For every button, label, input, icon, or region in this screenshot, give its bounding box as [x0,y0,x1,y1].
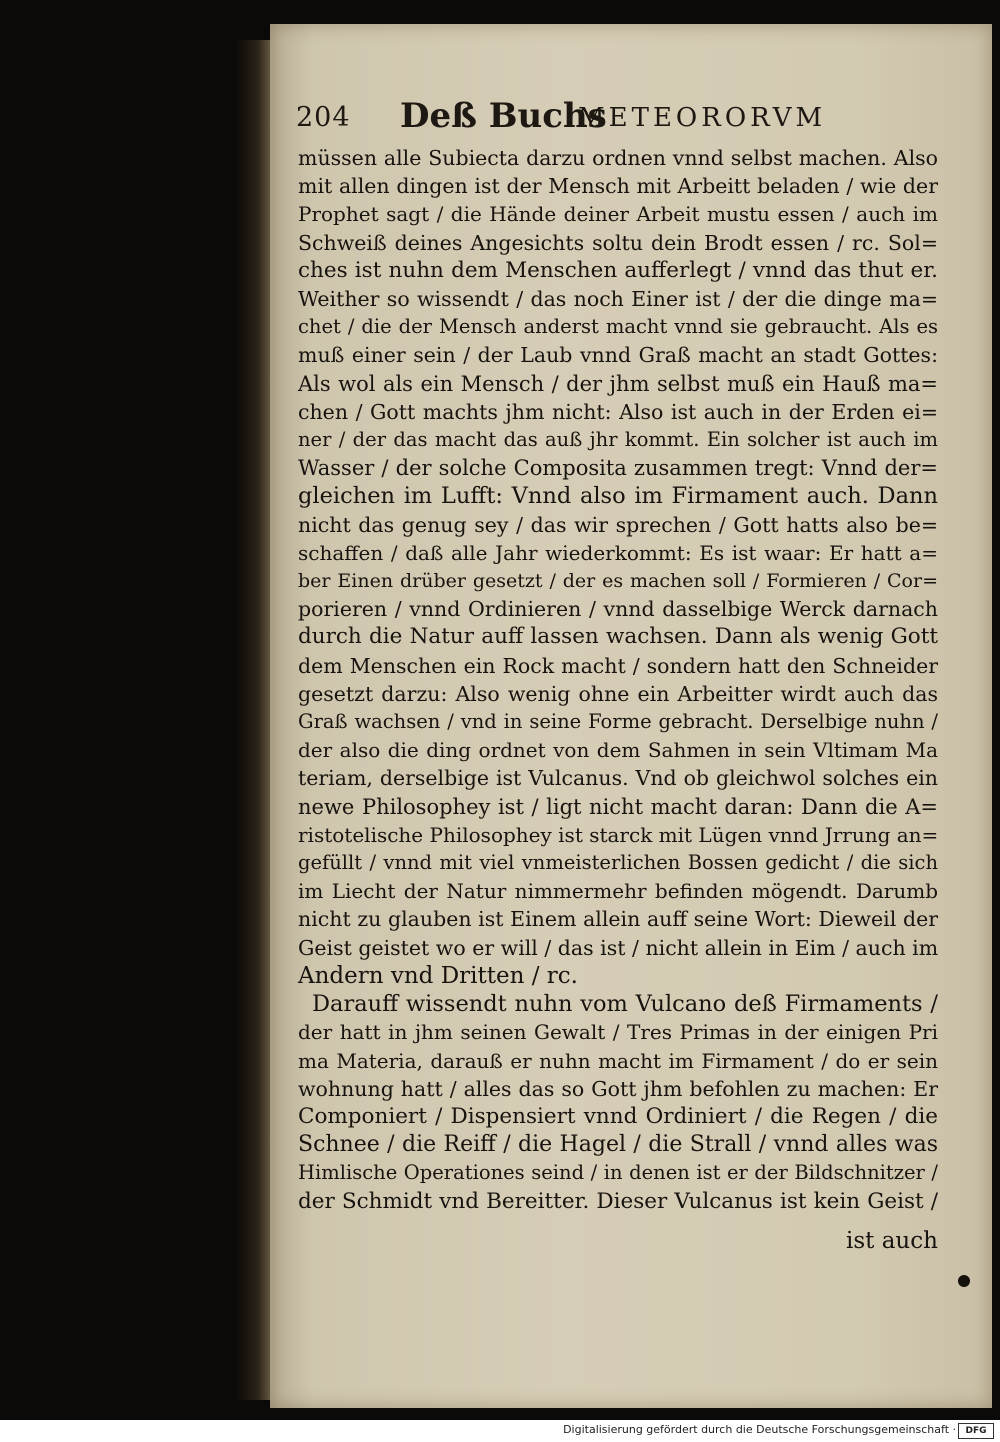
text-line: Als wol als ein Mensch / der jhm selbst muß ein Hauß ma= [298,371,938,396]
text-line: ches ist nuhn dem Menschen aufferlegt / vnnd das thut er. [298,257,938,283]
text-line: ma Materia, darauß er nuhn macht im Firmament / do er sein [298,1048,938,1073]
body-text [298,144,938,1216]
text-line: dem Menschen ein Rock macht / sondern hatt den Schneider [298,653,938,678]
text-line: nicht zu glauben ist Einem allein auff seine Wort: Dieweil der [298,907,938,932]
text-line: schaffen / daß alle Jahr wiederkommt: Es ist waar: Er hatt a= [298,540,938,565]
dfg-logo-icon: DFG [958,1423,994,1439]
text-line: Wasser / der solche Composita zusammen tregt: Vnnd der= [298,456,938,481]
text-line: gefüllt / vnnd mit viel vnmeisterlichen Bossen gedicht / die sich [298,851,938,875]
text-line: der also die ding ordnet von dem Sahmen in sein Vltimam Ma [298,738,938,763]
text-line: müssen alle Subiecta darzu ordnen vnnd selbst machen. Also [298,146,938,170]
text-line: im Liecht der Natur nimmermehr befinden mögendt. Darumb [298,879,938,904]
text-line: nicht das genug sey / das wir sprechen / Gott hatts also be= [298,512,938,537]
text-line: muß einer sein / der Laub vnnd Graß macht an stadt Gottes: [298,343,938,368]
catchword: ist auch [846,1228,938,1254]
text-line: Schnee / die Reiff / die Hagel / die Strall / vnnd alles was [298,1132,938,1158]
text-line: Andern vnd Dritten / rc. [298,962,578,989]
funding-credit: Digitalisierung gefördert durch die Deutsche Forschungsgemeinschaft · [563,1423,956,1436]
text-line: Prophet sagt / die Hände deiner Arbeit mustu essen / auch im [298,202,938,227]
text-line: Componiert / Dispensiert vnnd Ordiniert / die Regen / die [298,1103,938,1129]
running-head [296,96,956,142]
text-line: durch die Natur auff lassen wachsen. Dann als wenig Gott [298,624,938,650]
text-line: Weither so wissendt / das noch Einer ist / der die dinge ma= [298,287,938,312]
running-subtitle: METEORORVM [578,103,827,133]
text-line: chet / die der Mensch anderst macht vnnd sie gebraucht. Als es [298,315,938,339]
text-line: gleichen im Lufft: Vnnd also im Firmament auch. Dann [298,483,938,510]
text-line: mit allen dingen ist der Mensch mit Arbeitt beladen / wie der [298,174,938,199]
gutter-shadow [236,40,272,1400]
text-line: der Schmidt vnd Bereitter. Dieser Vulcanus ist kein Geist / [298,1188,938,1214]
page-number: 204 [296,102,351,133]
text-line: wohnung hatt / alles das so Gott jhm befohlen zu machen: Er [298,1076,938,1101]
running-title: Deß Buchs [400,96,607,136]
text-line: newe Philosophey ist / ligt nicht macht daran: Dann die A= [298,794,938,819]
text-line: ristotelische Philosophey ist starck mit Lügen vnnd Jrrung an= [298,822,939,847]
text-line: Graß wachsen / vnd in seine Forme gebracht. Derselbige nuhn / [298,710,938,734]
text-line: porieren / vnnd Ordinieren / vnnd dasselbige Werck darnach [298,597,938,622]
text-line: chen / Gott machts jhm nicht: Also ist auch in der Erden ei= [298,399,938,424]
footer [0,1420,1000,1442]
text-line: gesetzt darzu: Also wenig ohne ein Arbeitter wirdt auch das [298,681,938,706]
text-line: Darauff wissendt nuhn vom Vulcano deß Firmaments / [312,991,938,1018]
text-line: Schweiß deines Angesichts soltu dein Brodt essen / rc. Sol= [298,230,938,255]
text-line: Geist geistet wo er will / das ist / nicht allein in Eim / auch im [298,935,939,960]
ink-stain [958,1275,970,1287]
text-line: teriam, derselbige ist Vulcanus. Vnd ob gleichwol solches ein [298,766,938,791]
text-line: Himlische Operationes seind / in denen ist er der Bildschnitzer / [298,1161,938,1185]
text-line: ner / der das macht das auß jhr kommt. Ein solcher ist auch im [298,428,938,452]
text-line: ber Einen drüber gesetzt / der es machen soll / Formieren / Cor= [298,570,938,593]
text-line: der hatt in jhm seinen Gewalt / Tres Primas in der einigen Pri [298,1020,938,1045]
